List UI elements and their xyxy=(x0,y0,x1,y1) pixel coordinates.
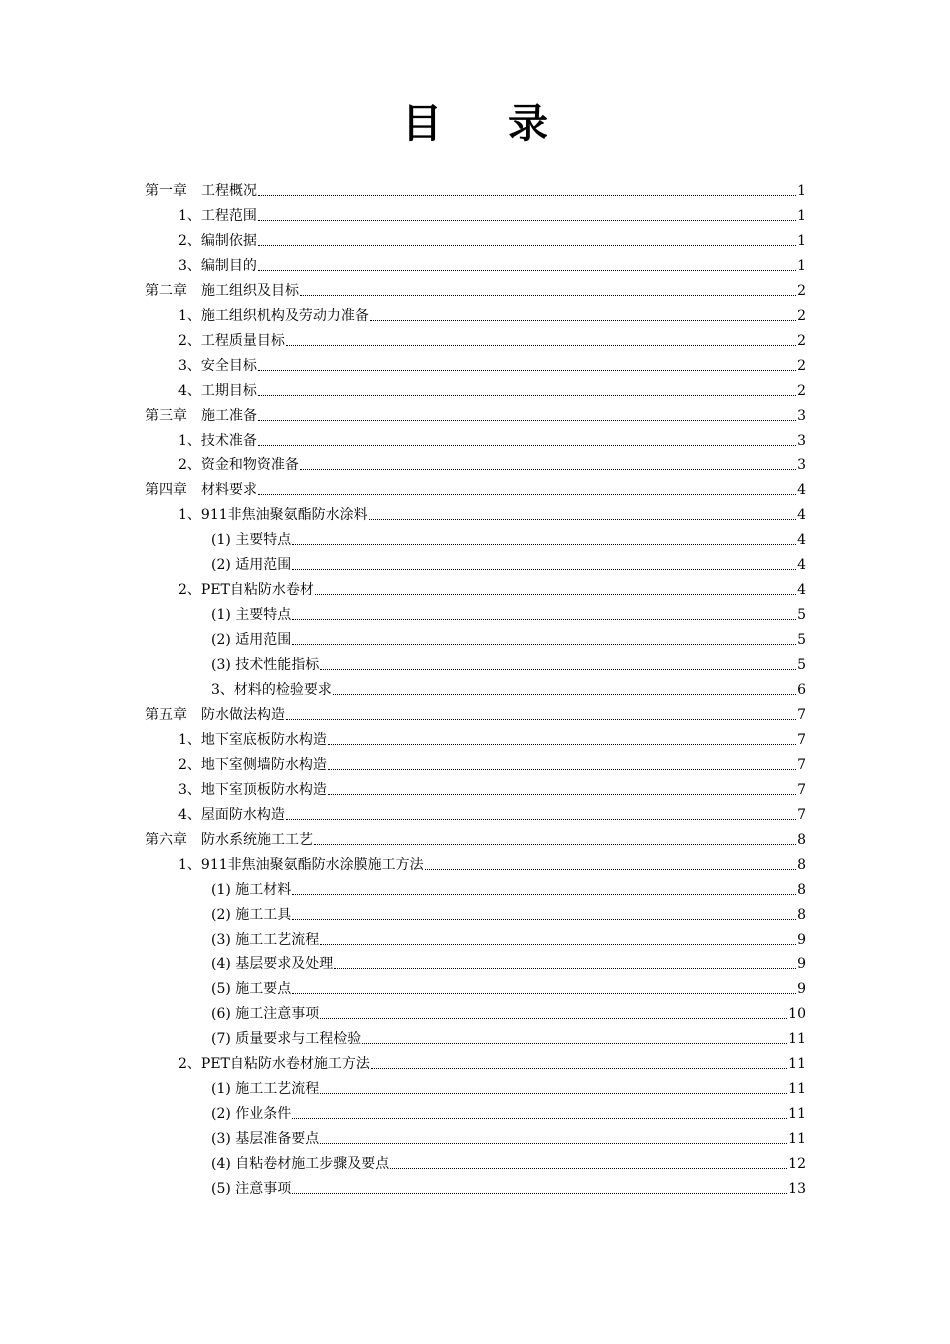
toc-entry[interactable] xyxy=(211,875,806,900)
toc-dot-leader xyxy=(292,568,796,570)
toc-entry-label: 4、工期目标 xyxy=(178,382,257,399)
toc-entry-page-number: 2 xyxy=(797,282,806,299)
toc-entry-label: (4) 自粘卷材施工步骤及要点 xyxy=(211,1156,390,1173)
toc-entry-label: (1) 主要特点 xyxy=(211,532,292,549)
toc-entry-label: 第六章 防水系统施工工艺 xyxy=(145,831,313,848)
toc-entry-page-number: 7 xyxy=(797,806,806,823)
toc-dot-leader xyxy=(334,967,796,969)
toc-entry[interactable] xyxy=(145,825,806,850)
toc-entry[interactable] xyxy=(211,974,806,999)
toc-entry-label: 2、PET自粘防水卷材 xyxy=(178,582,314,599)
toc-entry-page-number: 12 xyxy=(788,1156,806,1173)
toc-entry[interactable] xyxy=(178,750,806,775)
toc-entry-label: (3) 施工工艺流程 xyxy=(211,931,320,948)
toc-entry-page-number: 1 xyxy=(797,232,806,249)
toc-entry-label: 第五章 防水做法构造 xyxy=(145,706,285,723)
toc-dot-leader xyxy=(328,793,796,795)
toc-entry[interactable] xyxy=(178,500,806,525)
toc-entry-page-number: 11 xyxy=(788,1056,806,1073)
toc-entry-label: (2) 施工工具 xyxy=(211,906,292,923)
toc-entry[interactable] xyxy=(211,625,806,650)
toc-entry[interactable] xyxy=(178,226,806,251)
toc-entry[interactable] xyxy=(211,1174,806,1199)
toc-entry-label: 3、地下室顶板防水构造 xyxy=(178,781,327,798)
toc-entry[interactable] xyxy=(178,575,806,600)
toc-entry-label: 2、资金和物资准备 xyxy=(178,457,299,474)
toc-entry-page-number: 2 xyxy=(797,307,806,324)
toc-entry-label: 1、施工组织机构及劳动力准备 xyxy=(178,307,369,324)
toc-entry-page-number: 9 xyxy=(797,956,806,973)
toc-dot-leader xyxy=(320,1092,787,1094)
toc-dot-leader xyxy=(258,493,796,495)
toc-entry[interactable] xyxy=(178,301,806,326)
toc-entry[interactable] xyxy=(211,1074,806,1099)
toc-entry-label: 1、技术准备 xyxy=(178,432,257,449)
toc-dot-leader xyxy=(314,843,796,845)
toc-entry[interactable] xyxy=(211,1024,806,1049)
toc-dot-leader xyxy=(315,593,796,595)
toc-entry-page-number: 2 xyxy=(797,332,806,349)
toc-entry-page-number: 7 xyxy=(797,706,806,723)
toc-entry-page-number: 4 xyxy=(797,482,806,499)
toc-dot-leader xyxy=(320,1017,787,1019)
toc-entry[interactable] xyxy=(211,525,806,550)
toc-entry-page-number: 7 xyxy=(797,731,806,748)
toc-entry[interactable] xyxy=(178,800,806,825)
toc-entry-page-number: 2 xyxy=(797,382,806,399)
toc-dot-leader xyxy=(333,693,796,695)
toc-dot-leader xyxy=(370,319,796,321)
toc-entry-label: (6) 施工注意事项 xyxy=(211,1006,320,1023)
toc-entry[interactable] xyxy=(178,251,806,276)
toc-entry-label: 4、屋面防水构造 xyxy=(178,806,285,823)
toc-entry-page-number: 6 xyxy=(797,682,806,698)
toc-entry-label: 1、工程范围 xyxy=(178,207,257,224)
toc-dot-leader xyxy=(362,1042,787,1044)
toc-entry[interactable] xyxy=(178,725,806,750)
toc-entry[interactable] xyxy=(178,351,806,376)
toc-entry[interactable] xyxy=(211,925,806,950)
toc-entry[interactable] xyxy=(145,176,806,201)
toc-entry[interactable] xyxy=(211,1124,806,1149)
toc-entry-page-number: 10 xyxy=(788,1006,806,1023)
toc-dot-leader xyxy=(292,1117,787,1119)
toc-dot-leader xyxy=(320,668,796,670)
toc-entry-label: (5) 注意事项 xyxy=(211,1181,292,1197)
toc-entry-label: (1) 施工工艺流程 xyxy=(211,1081,320,1098)
toc-dot-leader xyxy=(292,992,796,994)
toc-entry-page-number: 5 xyxy=(797,657,806,674)
toc-dot-leader xyxy=(258,194,796,196)
toc-dot-leader xyxy=(258,444,796,446)
toc-entry-label: 第四章 材料要求 xyxy=(145,482,257,499)
toc-entry-label: (5) 施工要点 xyxy=(211,981,292,998)
toc-entry-page-number: 4 xyxy=(797,507,806,524)
toc-entry[interactable] xyxy=(145,401,806,426)
toc-entry[interactable] xyxy=(178,326,806,351)
toc-entry[interactable] xyxy=(178,376,806,401)
toc-entry-label: 1、911非焦油聚氨酯防水涂料 xyxy=(178,507,368,524)
toc-entry-page-number: 1 xyxy=(797,207,806,224)
toc-entry-page-number: 8 xyxy=(797,906,806,923)
toc-entry-page-number: 4 xyxy=(797,557,806,574)
toc-entry-label: 3、安全目标 xyxy=(178,357,257,374)
toc-dot-leader xyxy=(258,219,796,221)
toc-entry-label: 2、编制依据 xyxy=(178,232,257,249)
toc-entry[interactable] xyxy=(211,675,806,700)
toc-entry-label: (2) 作业条件 xyxy=(211,1106,292,1123)
toc-entry[interactable] xyxy=(211,1149,806,1174)
toc-entry-page-number: 5 xyxy=(797,632,806,649)
toc-dot-leader xyxy=(369,518,796,520)
toc-entry-page-number: 11 xyxy=(788,1031,806,1048)
toc-entry-page-number: 8 xyxy=(797,881,806,898)
toc-entry[interactable] xyxy=(145,475,806,500)
toc-entry-label: 3、编制目的 xyxy=(178,257,257,274)
toc-entry-label: (4) 基层要求及处理 xyxy=(211,956,334,973)
toc-dot-leader xyxy=(425,868,796,870)
page-title: 目 录 xyxy=(402,101,574,147)
toc-entry[interactable] xyxy=(211,900,806,925)
toc-entry-label: 第三章 施工准备 xyxy=(145,407,257,424)
toc-entry[interactable] xyxy=(211,650,806,675)
toc-dot-leader xyxy=(258,369,796,371)
toc-entry[interactable] xyxy=(211,600,806,625)
toc-entry-page-number: 2 xyxy=(797,357,806,374)
toc-dot-leader xyxy=(292,918,796,920)
toc-entry-label: 1、911非焦油聚氨酯防水涂膜施工方法 xyxy=(178,856,424,873)
toc-entry[interactable] xyxy=(211,949,806,974)
toc-dot-leader xyxy=(292,1192,787,1194)
toc-entry[interactable] xyxy=(178,426,806,451)
toc-entry[interactable] xyxy=(178,1049,806,1074)
toc-entry[interactable] xyxy=(178,201,806,226)
toc-entry-page-number: 7 xyxy=(797,756,806,773)
toc-entry[interactable] xyxy=(178,450,806,475)
toc-entry-page-number: 7 xyxy=(797,781,806,798)
toc-dot-leader xyxy=(390,1167,787,1169)
toc-dot-leader xyxy=(328,743,796,745)
toc-entry-page-number: 8 xyxy=(797,831,806,848)
toc-entry-page-number: 11 xyxy=(788,1106,806,1123)
toc-dot-leader xyxy=(286,718,796,720)
toc-entry-page-number: 4 xyxy=(797,532,806,549)
toc-entry-label: (3) 基层准备要点 xyxy=(211,1131,320,1148)
toc-entry-page-number: 9 xyxy=(797,931,806,948)
toc-dot-leader xyxy=(320,1142,787,1144)
toc-entry[interactable] xyxy=(178,850,806,875)
toc-dot-leader xyxy=(258,269,796,271)
toc-dot-leader xyxy=(286,344,796,346)
toc-entry-page-number: 4 xyxy=(797,582,806,599)
toc-entry-label: 3、材料的检验要求 xyxy=(211,682,332,698)
toc-entry[interactable] xyxy=(211,1099,806,1124)
toc-entry-page-number: 5 xyxy=(797,607,806,624)
toc-entry[interactable] xyxy=(211,550,806,575)
toc-entry-label: (1) 施工材料 xyxy=(211,881,292,898)
toc-dot-leader xyxy=(258,244,796,246)
toc-dot-leader xyxy=(292,543,796,545)
toc-dot-leader xyxy=(292,643,796,645)
toc-dot-leader xyxy=(258,419,796,421)
toc-entry-label: (2) 适用范围 xyxy=(211,557,292,574)
toc-entry-label: 2、地下室侧墙防水构造 xyxy=(178,756,327,773)
toc-entry-page-number: 11 xyxy=(788,1081,806,1098)
toc-entry-page-number: 8 xyxy=(797,856,806,873)
toc-entry-page-number: 11 xyxy=(788,1131,806,1148)
toc-entry-label: 2、PET自粘防水卷材施工方法 xyxy=(178,1056,370,1073)
toc-entry[interactable] xyxy=(178,775,806,800)
toc-entry-label: (3) 技术性能指标 xyxy=(211,657,320,674)
toc-dot-leader xyxy=(286,818,796,820)
toc-dot-leader xyxy=(258,394,796,396)
toc-dot-leader xyxy=(371,1067,787,1069)
toc-entry-label: 第一章 工程概况 xyxy=(145,183,257,199)
toc-dot-leader xyxy=(300,468,796,470)
toc-entry-page-number: 3 xyxy=(797,432,806,449)
toc-entry-label: 2、工程质量目标 xyxy=(178,332,285,349)
toc-entry-page-number: 9 xyxy=(797,981,806,998)
toc-dot-leader xyxy=(320,943,796,945)
toc-entry-page-number: 13 xyxy=(788,1181,806,1197)
toc-entry-label: (7) 质量要求与工程检验 xyxy=(211,1031,362,1048)
toc-dot-leader xyxy=(292,618,796,620)
toc-dot-leader xyxy=(292,893,796,895)
toc-entry[interactable] xyxy=(145,276,806,301)
toc-entry[interactable] xyxy=(145,700,806,725)
toc-entry-label: (1) 主要特点 xyxy=(211,607,292,624)
toc-entry-label: 第二章 施工组织及目标 xyxy=(145,282,299,299)
toc-dot-leader xyxy=(300,294,796,296)
toc-entry-label: (2) 适用范围 xyxy=(211,632,292,649)
toc-entry-page-number: 1 xyxy=(797,183,806,199)
toc-entry-label: 1、地下室底板防水构造 xyxy=(178,731,327,748)
toc-entry-page-number: 3 xyxy=(797,457,806,474)
toc-entry[interactable] xyxy=(211,999,806,1024)
toc-entry-page-number: 3 xyxy=(797,407,806,424)
toc-entry-page-number: 1 xyxy=(797,257,806,274)
toc-dot-leader xyxy=(328,768,796,770)
